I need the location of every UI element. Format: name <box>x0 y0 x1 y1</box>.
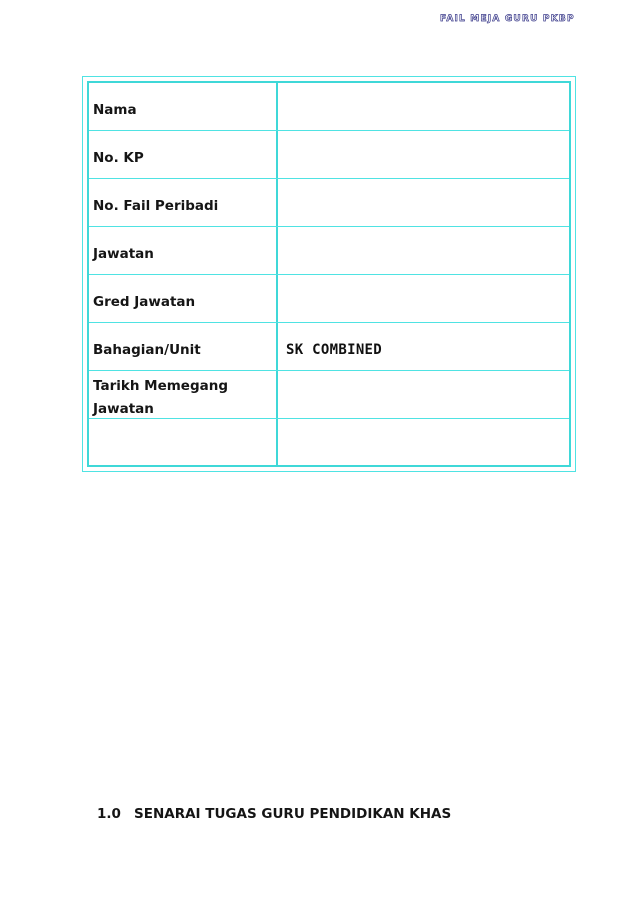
table-row-gred-jawatan <box>89 275 569 323</box>
label-no-kp: No. KP <box>89 131 278 178</box>
value-tarikh-memegang-jawatan <box>278 371 569 418</box>
label-no-fail-peribadi: No. Fail Peribadi <box>89 179 278 226</box>
value-blank <box>278 419 569 465</box>
info-table <box>82 76 576 472</box>
table-row-blank <box>89 419 569 465</box>
value-jawatan <box>278 227 569 274</box>
table-row-jawatan <box>89 227 569 275</box>
table-row-no-kp <box>89 131 569 179</box>
value-nama <box>278 83 569 130</box>
label-tarikh-memegang-jawatan: Tarikh Memegang Jawatan <box>89 371 278 418</box>
value-no-fail-peribadi <box>278 179 569 226</box>
table-row-no-fail-peribadi <box>89 179 569 227</box>
label-blank <box>89 419 278 465</box>
info-table-inner <box>87 81 571 467</box>
label-nama: Nama <box>89 83 278 130</box>
value-no-kp <box>278 131 569 178</box>
value-bahagian-unit: SK COMBINED <box>286 342 383 358</box>
section-title: SENARAI TUGAS GURU PENDIDIKAN KHAS <box>134 806 452 822</box>
section-heading <box>97 806 451 822</box>
value-gred-jawatan <box>278 275 569 322</box>
table-row-bahagian-unit <box>89 323 569 371</box>
label-jawatan: Jawatan <box>89 227 278 274</box>
label-bahagian-unit: Bahagian/Unit <box>89 323 278 370</box>
table-row-tarikh-memegang-jawatan <box>89 371 569 419</box>
section-number: 1.0 <box>97 806 121 822</box>
label-gred-jawatan: Gred Jawatan <box>89 275 278 322</box>
table-row-nama <box>89 83 569 131</box>
header-mark: FAIL MEJA GURU PKBP <box>440 14 575 24</box>
